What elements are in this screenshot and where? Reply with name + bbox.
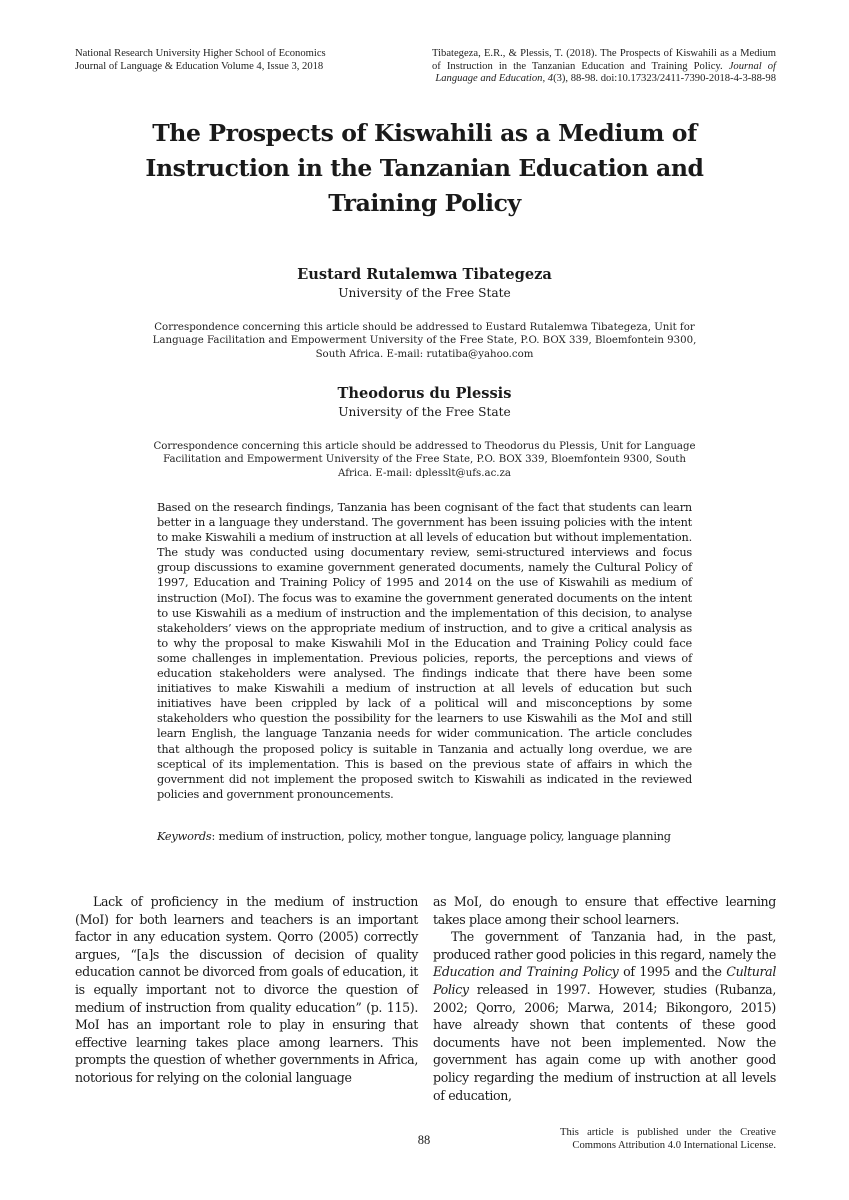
body-text: of 1995 and the (618, 964, 727, 980)
body-paragraph: Lack of proficiency in the medium of instruction (MoI) for both learners and teachers is an important factor in any education system. Qorro (2005) correctly argues, “[a]s the discussion of decision of quality education cannot be divorced from goals of education, it is equally important not to divorce the question of medium of instruction from quality education” (p. 115). MoI has an important role to play in ensuring that effective learning takes place among learners. This prompts the question of whether governments in Africa, notorious for relying on the colonial language (75, 894, 418, 1085)
keywords (157, 829, 697, 844)
policy-title-italic: Cultural Policy (433, 964, 776, 997)
body-text: released in 1997. However, studies (Rubanza, 2002; Qorro, 2006; Marwa, 2014; Bikongoro, 2015) have already shown that contents of these good documents have not been implemented. Now the government has again come up with another good policy regarding the medium of instruction at all levels of education, (433, 981, 776, 1103)
page-number: 88 (417, 1133, 431, 1147)
author-1-correspondence: Correspondence concerning this article should be addressed to Eustard Rutalemwa Tibategeza, Unit for Language Facilitation and Empowerment University of the Free State, P.O. BOX 339, Bloemfontein 9300, South Africa. E-mail: rutatiba@yahoo.com (152, 322, 697, 360)
author-1-name: Eustard Rutalemwa Tibategeza (297, 266, 552, 283)
citation-text: Tibategeza, E.R., & Plessis, T. (2018). The Prospects of Kiswahili as a Medium of Instruction in the Tanzanian Education and Training Policy. (432, 48, 776, 72)
running-header-left (75, 48, 375, 73)
policy-title-italic: Education and Training Policy (433, 964, 619, 980)
citation-journal: Journal of Language and Education, 4 (435, 60, 776, 84)
author-2-affiliation: University of the Free State (338, 405, 511, 419)
body-paragraph-continuation: as MoI, do enough to ensure that effective learning takes place among their school learners. (433, 894, 776, 927)
abstract: Based on the research findings, Tanzania has been cognisant of the fact that students can learn better in a language they understand. The government has been issuing policies with the intent to make Kiswahili a medium of instruction at all levels of education but without implementation. The study was conducted using documentary review, semi-structured interviews and focus group discussions to examine government generated documents, namely the Cultural Policy of 1997, Education and Training Policy of 1995 and 2014 on the use of Kiswahili as medium of instruction (MoI). The focus was to examine the government generated documents on the intent to use Kiswahili as a medium of instruction and the implementation of this decision, to analyse stakeholders’ views on the appropriate medium of instruction, and to give a critical analysis as to why the proposal to make Kiswahili MoI in the Education and Training Policy could face some challenges in implementation. Previous policies, reports, the perceptions and views of education stakeholders were analysed. The findings indicate that there have been some initiatives to make Kiswahili a medium of instruction at all levels of education but such initiatives have been crippled by lack of a political will and misconceptions by some stakeholders who question the possibility for the learners to use Kiswahili as the MoI and still learn English, the language Tanzania needs for wider communication. The article concludes that although the proposed policy is suitable in Tanzania and actually long overdue, we are sceptical of its implementation. This is based on the previous state of affairs in which the government did not implement the proposed switch to Kiswahili as indicated in the reviewed policies and government pronouncements. (157, 501, 692, 801)
body-text: The government of Tanzania had, in the past, produced rather good policies in this regard, namely the (433, 929, 776, 962)
body-column-left (75, 893, 418, 1087)
author-2-name: Theodorus du Plessis (337, 385, 512, 402)
body-paragraph (433, 928, 776, 1104)
citation-pages-doi: (3), 88-98. doi:10.17323/2411-7390-2018-4-3-88-98 (553, 73, 776, 84)
keywords-list: : medium of instruction, policy, mother tongue, language policy, language planning (211, 830, 671, 843)
journal-issue-line: Journal of Language & Education Volume 4, Issue 3, 2018 (75, 60, 324, 72)
keywords-label: Keywords (157, 830, 212, 843)
author-1-affiliation: University of the Free State (338, 286, 511, 300)
institution-line: National Research University Higher School of Economics (75, 48, 326, 59)
body-column-right (433, 893, 776, 1104)
license-notice: This article is published under the Creative Commons Attribution 4.0 International License. (560, 1127, 776, 1151)
author-2-correspondence: Correspondence concerning this article should be addressed to Theodorus du Plessis, Unit for Language Facilitation and Empowerment University of the Free State, P.O. BOX 339, Bloemfontein 9300, South Africa. E-mail: dplesslt@ufs.ac.za (153, 441, 696, 479)
article-title: The Prospects of Kiswahili as a Medium of Instruction in the Tanzanian Education and Training Policy (145, 119, 704, 217)
citation-header (432, 48, 776, 86)
